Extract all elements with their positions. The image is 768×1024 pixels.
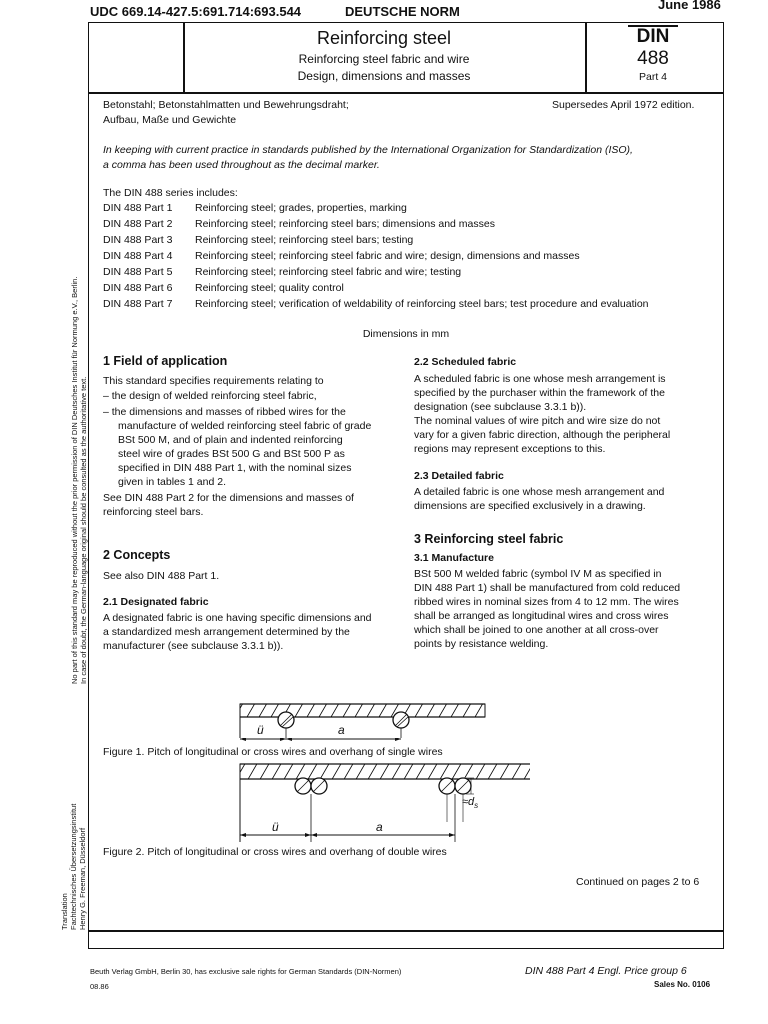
series-item-desc: Reinforcing steel; grades, properties, marking	[195, 202, 407, 214]
copyright-line: No part of this standard may be reproduced without the prior permission of DIN Deutsches Institut für Normung e.V., Berlin.	[70, 276, 79, 684]
title-divider-right	[585, 22, 587, 93]
series-item-part: DIN 488 Part 6	[103, 282, 173, 294]
figure-1-caption: Figure 1. Pitch of longitudinal or cross wires and overhang of single wires	[103, 746, 443, 758]
document-title: Reinforcing steel	[316, 28, 452, 48]
deutsche-norm-label: DEUTSCHE NORM	[345, 4, 460, 19]
title-bottom-rule	[88, 92, 724, 94]
section-1-bullet-2-line: BSt 500 M, and of plain and indented reinforcing	[118, 434, 343, 446]
sales-number: Sales No. 0106	[654, 980, 711, 989]
copyright-notice	[70, 277, 88, 684]
section-3-1-line: DIN 488 Part 1) shall be manufactured from cold reduced	[414, 582, 681, 594]
overhang-label: ü	[272, 820, 279, 834]
section-2-2-line: A scheduled fabric is one whose mesh arrangement is	[414, 373, 666, 385]
section-3-heading: 3 Reinforcing steel fabric	[414, 532, 564, 546]
section-2-2-line: designation (see subclause 3.3.1 b)).	[414, 401, 587, 413]
section-2-3-heading: 2.3 Detailed fabric	[414, 470, 504, 482]
series-item	[103, 266, 461, 278]
document-subtitle-1: Reinforcing steel fabric and wire	[298, 52, 470, 66]
section-2-2-line: The nominal values of wire pitch and wire size do not	[414, 415, 661, 427]
series-item-desc: Reinforcing steel; reinforcing steel bars; testing	[195, 234, 414, 246]
translation-note	[60, 804, 87, 930]
series-item	[103, 234, 413, 246]
wire-diameter-label	[462, 796, 478, 810]
footer-rule	[88, 930, 724, 932]
copyright-line: In case of doubt, the German-language original should be consulted as the authoritative text.	[79, 376, 88, 684]
figure-1-drawing	[230, 698, 500, 738]
pitch-label: a	[376, 820, 383, 834]
supersedes-note: Supersedes April 1972 edition.	[552, 99, 695, 111]
series-item-part: DIN 488 Part 1	[103, 202, 173, 214]
section-1-bullet-2-line: given in tables 1 and 2.	[118, 476, 226, 488]
series-item	[103, 298, 649, 310]
series-item	[103, 282, 344, 294]
section-1-bullet-1: – the design of welded reinforcing steel fabric,	[103, 390, 317, 402]
series-item	[103, 218, 495, 230]
publication-date: 08.86	[90, 982, 109, 991]
series-item	[103, 250, 580, 262]
translation-line: Fachtechnisches Übersetzungsinstitut	[69, 803, 78, 930]
concrete-bar-hatch	[240, 764, 530, 779]
german-title-line2: Aufbau, Maße und Gewichte	[103, 114, 237, 126]
overhang-label: ü	[257, 723, 264, 737]
section-1-intro: This standard specifies requirements relating to	[103, 375, 324, 387]
section-1-bullet-2-line: specified in DIN 488 Part 1, with the nominal sizes	[118, 462, 352, 474]
section-1-bullet-2-line: – the dimensions and masses of ribbed wires for the	[103, 406, 346, 418]
section-2-1-line: a standardized mesh arrangement determined by the	[103, 626, 350, 638]
iso-note-line2: a comma has been used throughout as the decimal marker.	[103, 159, 380, 171]
section-2-2-line: specified by the purchaser within the framework of the	[414, 387, 665, 399]
iso-note-line1: In keeping with current practice in standards published by the International Organization for Standardization (ISO),	[103, 144, 633, 156]
section-3-1-line: BSt 500 M welded fabric (symbol IV M as specified in	[414, 568, 662, 580]
pitch-label: a	[338, 723, 345, 737]
section-2-3-line: dimensions are specified exclusively in a drawing.	[414, 500, 646, 512]
series-item-part: DIN 488 Part 4	[103, 250, 173, 262]
series-item-part: DIN 488 Part 3	[103, 234, 173, 246]
section-2-see: See also DIN 488 Part 1.	[103, 570, 220, 582]
issue-date: June 1986	[658, 0, 721, 12]
section-2-2-line: regions may represent exceptions to this.	[414, 443, 606, 455]
section-1-bullet-2-line: steel wire of grades BSt 500 G and BSt 500 P as	[118, 448, 345, 460]
section-1-bullet-2-line: manufacture of welded reinforcing steel fabric of grade	[118, 420, 372, 432]
section-1-see-line: reinforcing steel bars.	[103, 506, 204, 518]
series-item	[103, 202, 407, 214]
section-2-3-line: A detailed fabric is one whose mesh arrangement and	[414, 486, 665, 498]
series-item-desc: Reinforcing steel; quality control	[195, 282, 344, 294]
publisher-note: Beuth Verlag GmbH, Berlin 30, has exclusive sale rights for German Standards (DIN-Normen)	[90, 967, 402, 976]
figure-2-caption: Figure 2. Pitch of longitudinal or cross wires and overhang of double wires	[103, 846, 447, 858]
standard-number: 488	[637, 48, 669, 69]
section-2-1-line: manufacturer (see subclause 3.3.1 b)).	[103, 640, 284, 652]
series-item-desc: Reinforcing steel; reinforcing steel bars; dimensions and masses	[195, 218, 495, 230]
wire-diameter-subscript: s	[474, 801, 479, 811]
translation-line: Translation	[60, 893, 69, 930]
section-3-1-line: ribbed wires in nominal sizes from 4 to 12 mm. The wires	[414, 596, 679, 608]
section-1-heading: 1 Field of application	[103, 354, 228, 368]
section-2-2-heading: 2.2 Scheduled fabric	[414, 356, 517, 368]
series-item-desc: Reinforcing steel; reinforcing steel fabric and wire; testing	[195, 266, 462, 278]
german-title-line1: Betonstahl; Betonstahlmatten und Bewehrungsdraht;	[103, 99, 349, 111]
dimensions-note: Dimensions in mm	[362, 328, 450, 340]
footer-doc-ref: DIN 488 Part 4 Engl. Price group 6	[525, 965, 687, 977]
din-logo: DIN	[628, 25, 678, 47]
section-3-1-line: shall be arranged as longitudinal wires and cross wires	[414, 610, 669, 622]
section-1-see-line: See DIN 488 Part 2 for the dimensions and masses of	[103, 492, 354, 504]
concrete-bar-hatch	[240, 704, 485, 717]
section-2-2-line: vary for a given fabric direction, although the peripheral	[414, 429, 671, 441]
wire-diameter-approx: ≈d	[462, 796, 475, 808]
translation-line: Henry G. Freeman, Düsseldorf	[78, 827, 87, 930]
document-subtitle-2: Design, dimensions and masses	[297, 69, 471, 83]
section-3-1-line: points by resistance welding.	[414, 638, 549, 650]
part-number: Part 4	[638, 71, 667, 83]
series-item-part: DIN 488 Part 2	[103, 218, 173, 230]
section-3-1-heading: 3.1 Manufacture	[414, 552, 494, 564]
section-3-1-line: which shall be joined to one another at all cross-over	[414, 624, 659, 636]
section-2-heading: 2 Concepts	[103, 548, 171, 562]
section-2-1-line: A designated fabric is one having specific dimensions and	[103, 612, 372, 624]
series-item-part: DIN 488 Part 7	[103, 298, 173, 310]
continued-note: Continued on pages 2 to 6	[576, 876, 700, 888]
series-intro: The DIN 488 series includes:	[103, 187, 238, 199]
section-2-1-heading: 2.1 Designated fabric	[103, 596, 209, 608]
udc-code: UDC 669.14-427.5:691.714:693.544	[90, 4, 302, 19]
series-item-part: DIN 488 Part 5	[103, 266, 173, 278]
series-item-desc: Reinforcing steel; reinforcing steel fabric and wire; design, dimensions and masses	[195, 250, 580, 262]
series-item-desc: Reinforcing steel; verification of weldability of reinforcing steel bars; test procedure and evaluation	[195, 298, 649, 310]
